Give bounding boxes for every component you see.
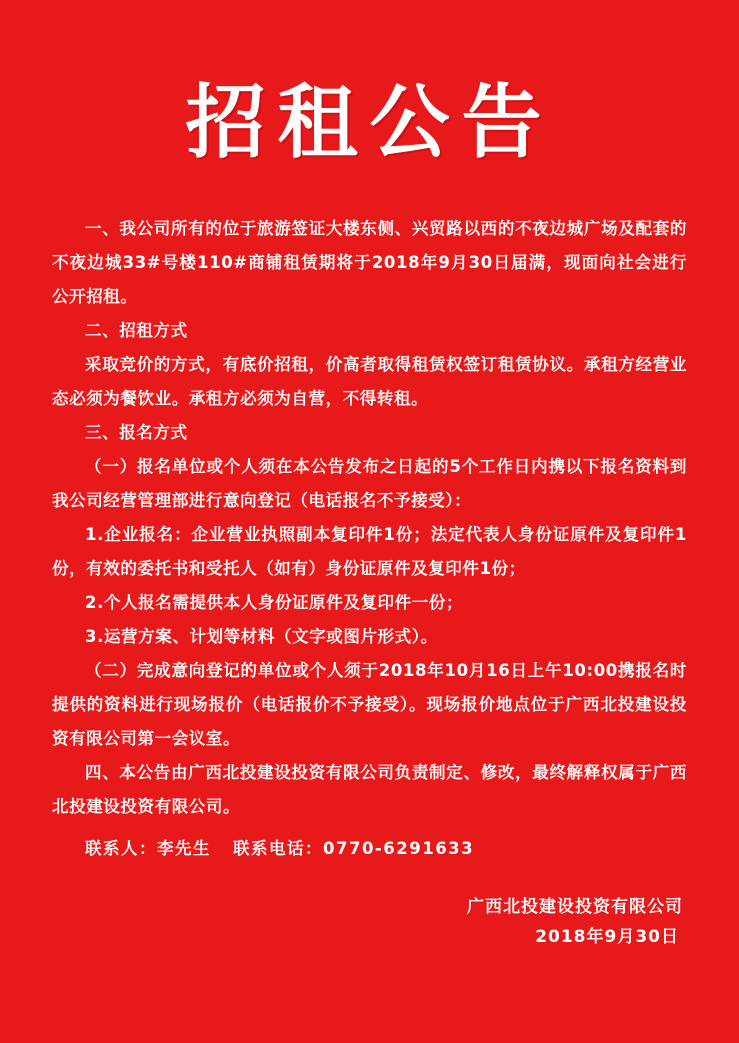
signature-block	[0, 892, 683, 952]
contact-person-label: 联系人：	[85, 839, 157, 858]
paragraph-8: 3.运营方案、计划等材料（文字或图片形式）。	[85, 627, 438, 646]
signature-company: 广西北投建设投资有限公司	[467, 897, 683, 917]
paragraph-3: 采取竞价的方式，有底价招租，价高者取得租赁权签订租赁协议。承租方经营业态必须为餐饮业。承租方必须为自营，不得转租。	[52, 355, 687, 408]
paragraph-2: 二、招租方式	[85, 321, 188, 340]
contact-person-value: 李先生	[157, 839, 211, 858]
paragraph-5: （一）报名单位或个人须在本公告发布之日起的5个工作日内携以下报名资料到我公司经营管理部进行意向登记（电话报名不予接受）：	[52, 457, 687, 510]
paragraph-6: 1.企业报名：企业营业执照副本复印件1份；法定代表人身份证原件及复印件1份，有效的委托书和受托人（如有）身份证原件及复印件1份；	[52, 525, 687, 578]
page-title: 招租公告	[185, 75, 554, 169]
signature-date: 2018年9月30日	[535, 927, 679, 947]
paragraph-9: （二）完成意向登记的单位或个人须于2018年10月16日上午10:00携报名时提供的资料进行现场报价（电话报价不予接受）。现场报价地点位于广西北投建设投资有限公司第一会议室。	[52, 661, 687, 748]
contact-phone-value: 0770-6291633	[323, 839, 475, 858]
paragraph-4: 三、报名方式	[85, 423, 188, 442]
announcement-body	[52, 212, 687, 824]
contact-line	[52, 832, 687, 866]
paragraph-1: 一、我公司所有的位于旅游签证大楼东侧、兴贸路以西的不夜边城广场及配套的不夜边城33#号楼110#商铺租赁期将于2018年9月30日届满，现面向社会进行公开招租。	[52, 219, 687, 306]
paragraph-7: 2.个人报名需提供本人身份证原件及复印件一份；	[85, 593, 464, 612]
paragraph-10: 四、本公告由广西北投建设投资有限公司负责制定、修改，最终解释权属于广西北投建设投资有限公司。	[52, 763, 687, 816]
contact-phone-label: 联系电话：	[233, 839, 323, 858]
